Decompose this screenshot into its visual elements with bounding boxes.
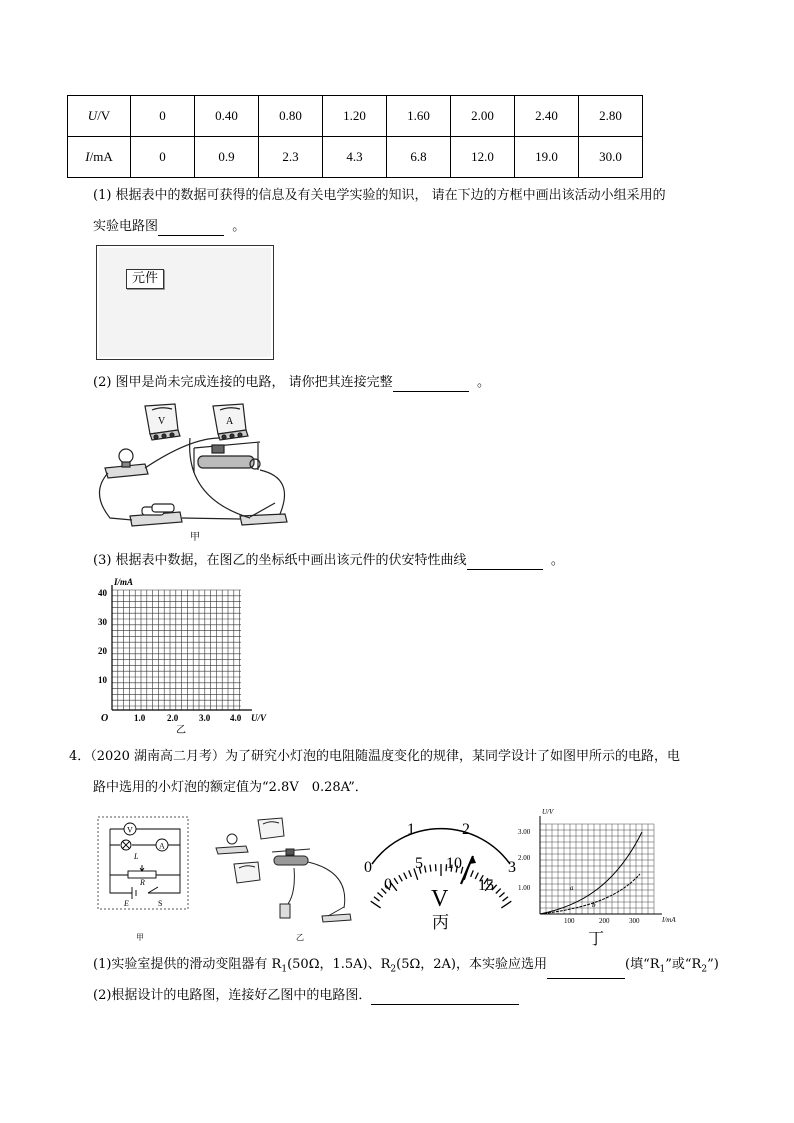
question-2: (2) 图甲是尚未完成连接的电路， 请你把其连接完整 。 [93, 375, 490, 390]
table-cell: 0.80 [259, 96, 323, 137]
lamp-icon [216, 834, 248, 854]
x-tick: 2.0 [167, 713, 179, 723]
outer-scale-label: 10 [446, 855, 462, 872]
dial-tick [499, 893, 504, 898]
answer-blank[interactable] [467, 555, 543, 570]
outer-scale-label: 5 [415, 855, 423, 872]
voltmeter-icon [234, 862, 260, 883]
table-cell: 1.20 [323, 96, 387, 137]
label-e: E [124, 899, 129, 908]
question-1-line1: (1) 根据表中的数据可获得的信息及有关电学实验的知识， 请在下边的方框中画出该活动小组采用的 [93, 188, 666, 203]
row-header-u: U/V [68, 96, 131, 137]
answer-blank[interactable] [547, 964, 625, 979]
answer-blank[interactable] [393, 377, 469, 392]
table-cell: 4.3 [323, 137, 387, 178]
figure-label: 丙 [432, 913, 449, 932]
x-axis-label: U/V [251, 713, 267, 723]
x-tick: 100 [564, 917, 575, 925]
dial-tick [471, 870, 474, 876]
answer-blank[interactable] [158, 221, 224, 236]
rheostat-icon [194, 442, 260, 473]
table-cell: 1.60 [387, 96, 451, 137]
y-tick: 2.00 [518, 854, 531, 862]
x-axis-label: I/mA [662, 916, 676, 924]
dial-tick [394, 878, 398, 884]
x-tick: 4.0 [230, 713, 242, 723]
outer-scale-label: 0 [384, 876, 392, 893]
problem-4-line1: 4．（2020 湖南高二月考）为了研究小灯泡的电阻随温度变化的规律，某同学设计了如图甲所示的电路，电 [69, 749, 680, 764]
voltmeter-dial-bing [358, 812, 524, 944]
problem-4-line2: 路中选用的小灯泡的额定值为“2.8V 0.28A”． [93, 780, 368, 795]
dial-tick [503, 897, 509, 901]
y-tick: 40 [98, 588, 107, 598]
inner-scale-label: 2 [462, 821, 470, 838]
battery-icon [280, 904, 290, 918]
rheostat-icon [272, 849, 310, 865]
label-a: A [159, 841, 165, 851]
question-4-2: (2)根据设计的电路图，连接好乙图中的电路图． [93, 987, 519, 1005]
curve-a-label: a [570, 884, 574, 892]
y-tick: 30 [98, 617, 107, 627]
dial-tick [371, 901, 381, 908]
figure-label: 甲 [190, 532, 200, 543]
answer-blank[interactable] [371, 990, 519, 1005]
svg-text:A: A [226, 416, 234, 427]
x-tick: 3.0 [199, 713, 211, 723]
figure-label: 丁 [588, 931, 605, 948]
figure-label: 乙 [176, 725, 186, 735]
curve-a [540, 832, 642, 914]
apparatus-figure-jia [90, 398, 300, 543]
dial-tick [374, 897, 380, 901]
voltmeter-icon [145, 404, 180, 440]
figure-label: 乙 [296, 933, 304, 942]
label-l: L [134, 852, 139, 861]
outer-scale-label: 15 [478, 877, 494, 894]
y-tick: 10 [98, 675, 107, 685]
svg-text:V: V [158, 416, 166, 427]
ammeter-icon [213, 404, 248, 440]
dial-tick [404, 873, 407, 879]
question-4-1: (1)实验室提供的滑动变阻器有 $R_1(50\Omega$，1.5A)、$R_2(5\Omega$，2A)，本实验应选用 (填“$R_1$”或“$R_2$”) [93, 956, 719, 979]
table-cell: 0 [131, 137, 195, 178]
y-tick: 20 [98, 646, 107, 656]
dial-tick [425, 866, 426, 873]
table-cell: 0.9 [195, 137, 259, 178]
label-v: V [127, 825, 133, 835]
table-cell: 19.0 [515, 137, 579, 178]
table-cell: 2.80 [579, 96, 643, 137]
table-cell: 2.00 [451, 96, 515, 137]
inner-scale-label: 0 [364, 859, 372, 876]
table-cell: 30.0 [579, 137, 643, 178]
dial-tick [399, 875, 402, 881]
component-label: 元件 [126, 269, 164, 289]
unit-label: V [431, 886, 449, 912]
table-row-voltage [68, 96, 643, 137]
circuit-schematic-jia [96, 815, 192, 945]
inner-scale-label: 1 [407, 821, 415, 838]
table-cell: 12.0 [451, 137, 515, 178]
label-s: S [158, 899, 163, 908]
dial-tick [430, 865, 431, 872]
switch-icon [322, 907, 351, 922]
label-r: R [140, 878, 145, 887]
data-table [67, 95, 643, 178]
ammeter-icon [258, 818, 284, 839]
x-tick: 300 [629, 917, 640, 925]
table-cell: 6.8 [387, 137, 451, 178]
table-cell: 0 [131, 96, 195, 137]
table-cell: 2.40 [515, 96, 579, 137]
row-header-i: I/mA [68, 137, 131, 178]
graph-yi[interactable] [92, 575, 277, 735]
apparatus-figure-yi [210, 812, 360, 944]
inner-scale-label: 3 [508, 859, 516, 876]
y-tick: 1.00 [518, 884, 531, 892]
x-tick: 200 [599, 917, 610, 925]
table-cell: 2.3 [259, 137, 323, 178]
origin-label: O [101, 713, 109, 724]
y-tick: 3.00 [518, 828, 531, 836]
question-1-line2: 实验电路图 。 [93, 219, 246, 234]
battery-icon [130, 504, 182, 526]
switch-icon [240, 503, 287, 525]
table-cell: 0.40 [195, 96, 259, 137]
question-3: (3) 根据表中数据，在图乙的坐标纸中画出该元件的伏安特性曲线 。 [93, 553, 564, 568]
y-axis-label: U/V [542, 808, 554, 816]
dial-tick [496, 889, 501, 894]
circuit-drawing-box[interactable] [96, 245, 274, 360]
curve-b-label: b [592, 901, 596, 909]
figure-label: 甲 [136, 933, 144, 942]
y-axis-label: I/mA [114, 577, 134, 587]
x-tick: 1.0 [134, 713, 146, 723]
dial-tick [377, 893, 382, 898]
table-row-current [68, 137, 643, 178]
dial-tick [409, 870, 412, 876]
graph-ding [510, 806, 680, 948]
lamp-icon [105, 449, 148, 478]
